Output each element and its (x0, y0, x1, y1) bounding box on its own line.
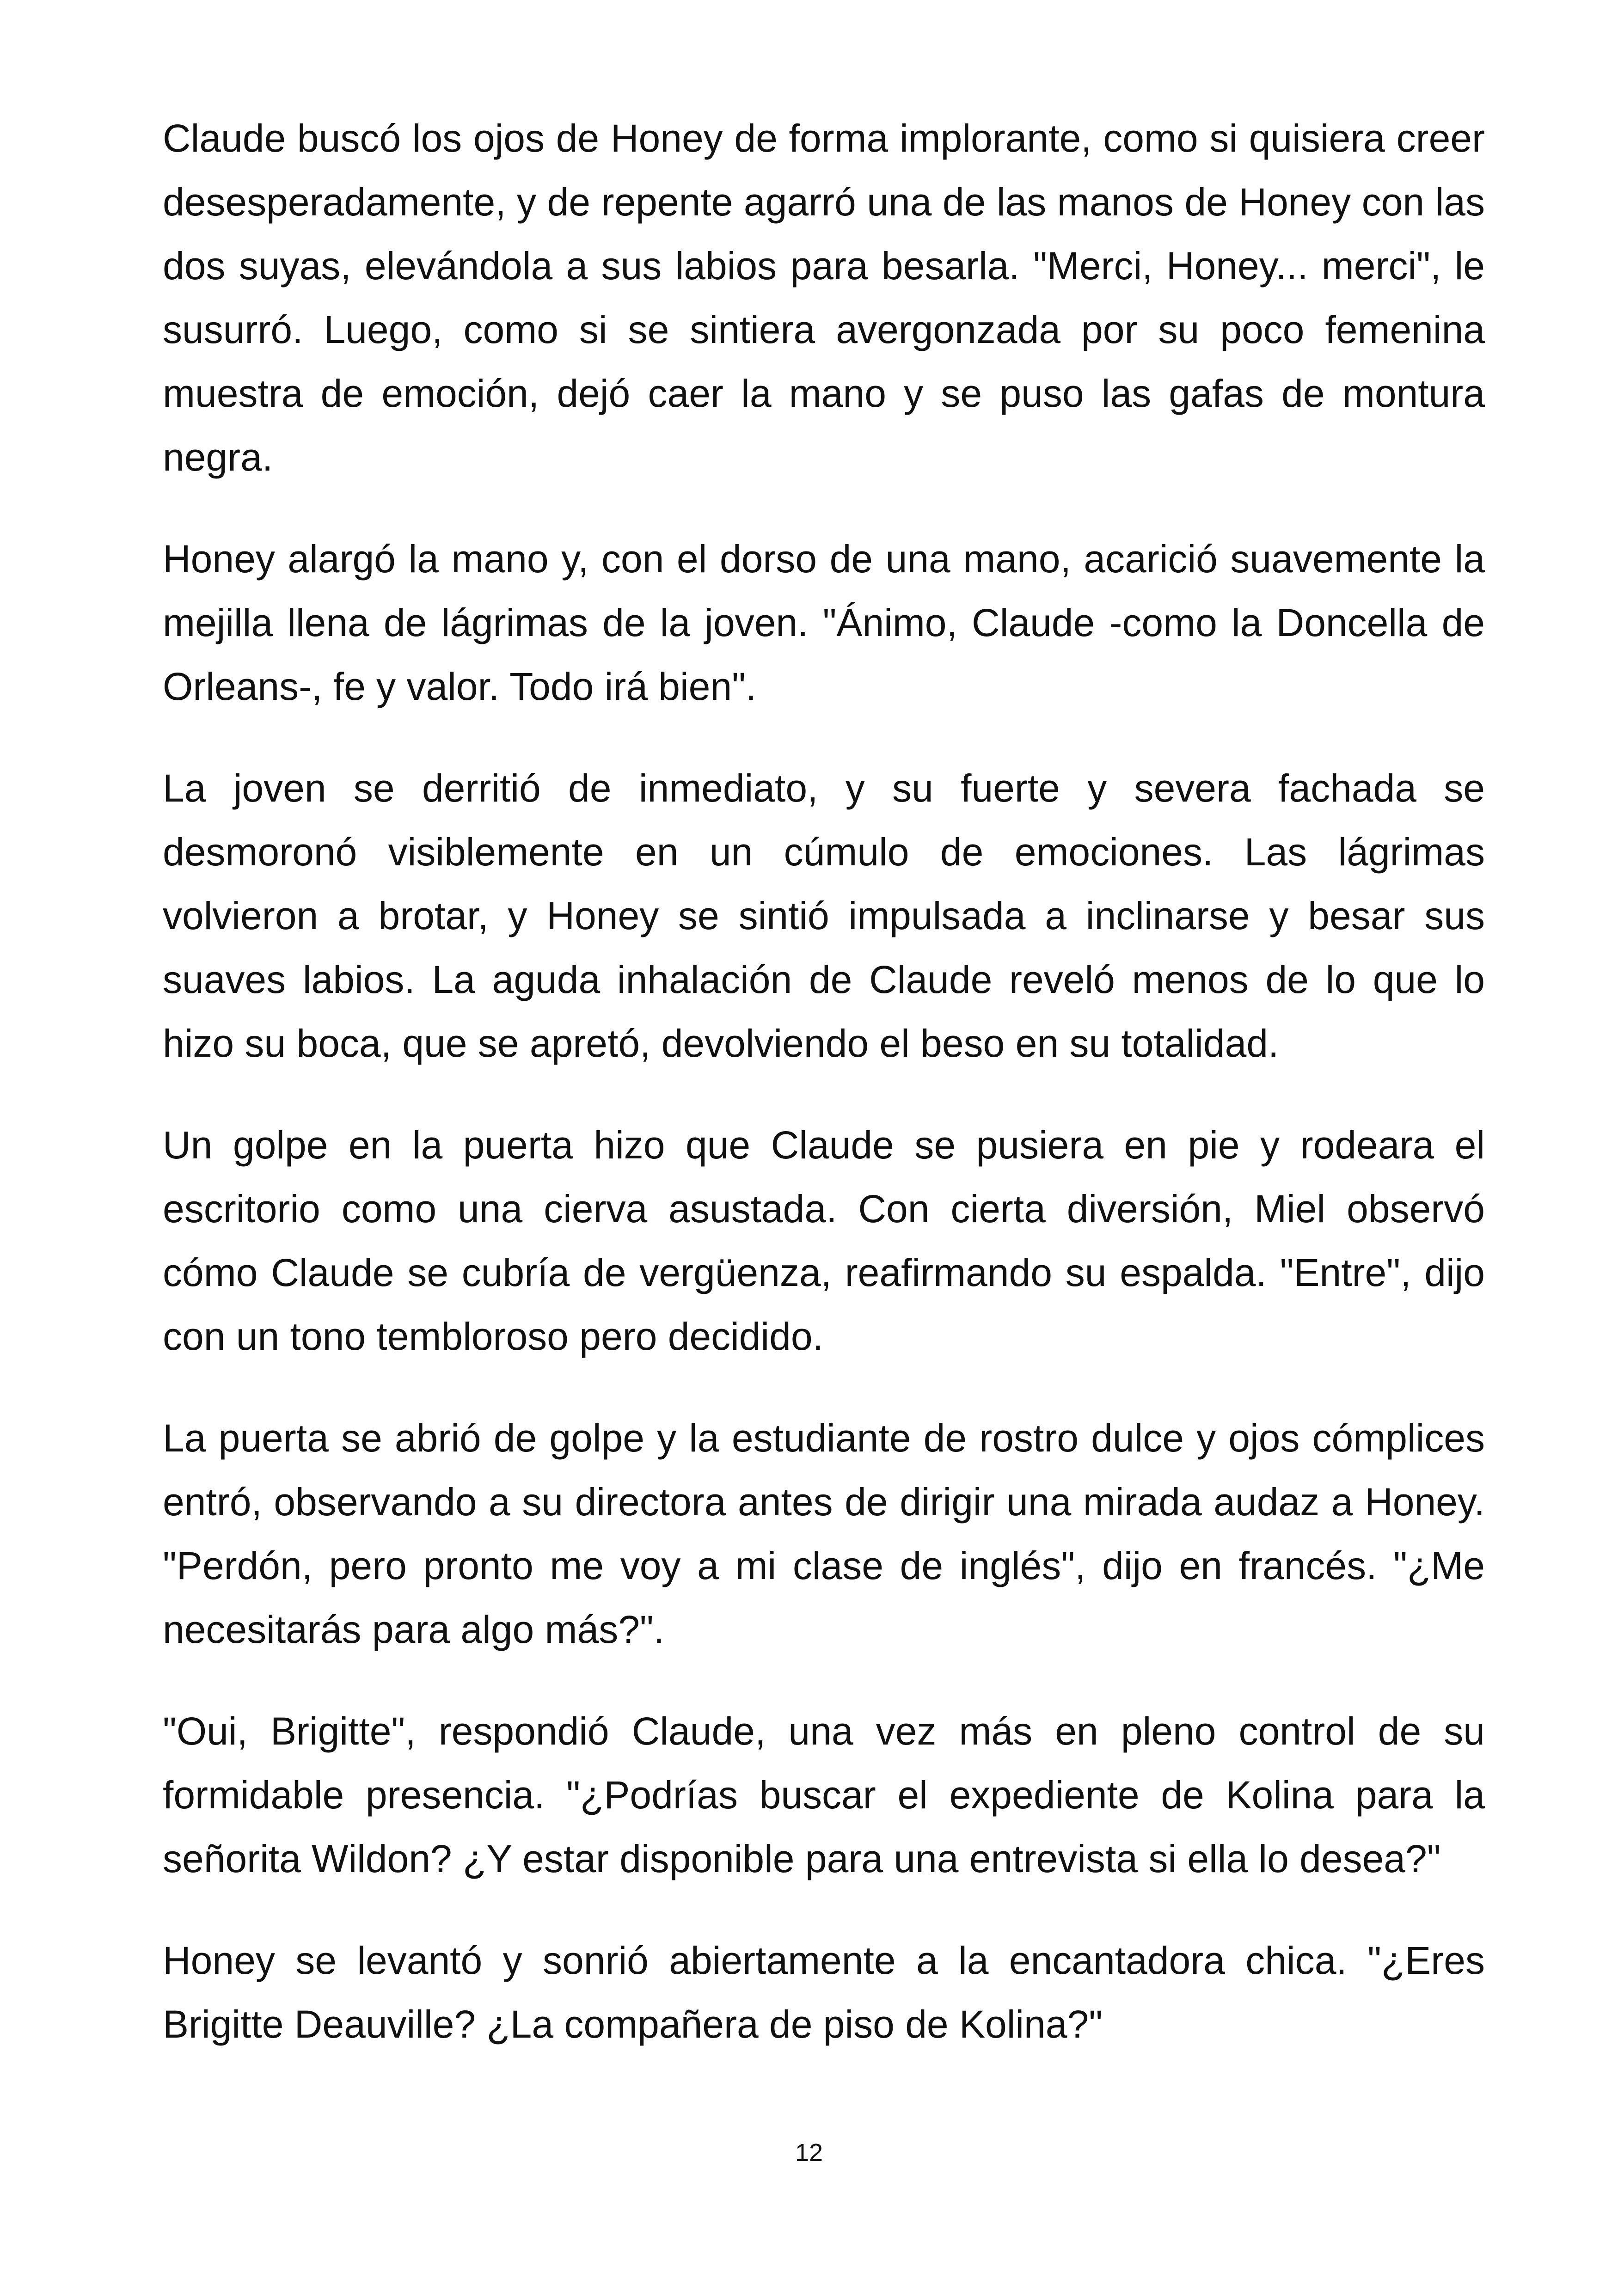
paragraph-4: Un golpe en la puerta hizo que Claude se pusiera en pie y rodeara el escritorio como una cierva asustada. Con cierta diversión, Miel observó cómo Claude se cubría de vergüenza, reafirmando su espalda. "Entre", dijo con un tono tembloroso pero decidido. (163, 1123, 1485, 1358)
paragraph-5: La puerta se abrió de golpe y la estudiante de rostro dulce y ojos cómplices entró, observando a su directora antes de dirigir una mirada audaz a Honey. "Perdón, pero pronto me voy a mi clase de inglés", dijo en francés. "¿Me necesitarás para algo más?". (163, 1416, 1485, 1651)
body-text (163, 106, 1485, 2056)
paragraph-3: La joven se derritió de inmediato, y su fuerte y severa fachada se desmoronó visiblemente en un cúmulo de emociones. Las lágrimas volvieron a brotar, y Honey se sintió impulsada a inclinarse y besar sus suaves labios. La aguda inhalación de Claude reveló menos de lo que lo hizo su boca, que se apretó, devolviendo el beso en su totalidad. (163, 766, 1485, 1065)
paragraph-6: "Oui, Brigitte", respondió Claude, una vez más en pleno control de su formidable presencia. "¿Podrías buscar el expediente de Kolina para la señorita Wildon? ¿Y estar disponible para una entrevista si ella lo desea?" (163, 1709, 1485, 1880)
paragraph-1: Claude buscó los ojos de Honey de forma implorante, como si quisiera creer desesperadamente, y de repente agarró una de las manos de Honey con las dos suyas, elevándola a sus labios para besarla. "Merci, Honey... merci", le susurró. Luego, como si se sintiera avergonzada por su poco femenina muestra de emoción, dejó caer la mano y se puso las gafas de montura negra. (163, 116, 1485, 479)
paragraph-7: Honey se levantó y sonrió abiertamente a la encantadora chica. "¿Eres Brigitte Deauville? ¿La compañera de piso de Kolina?" (163, 1939, 1485, 2046)
page-number: 12 (795, 2139, 823, 2167)
paragraph-2: Honey alargó la mano y, con el dorso de una mano, acarició suavemente la mejilla llena de lágrimas de la joven. "Ánimo, Claude -como la Doncella de Orleans-, fe y valor. Todo irá bien". (163, 537, 1485, 708)
